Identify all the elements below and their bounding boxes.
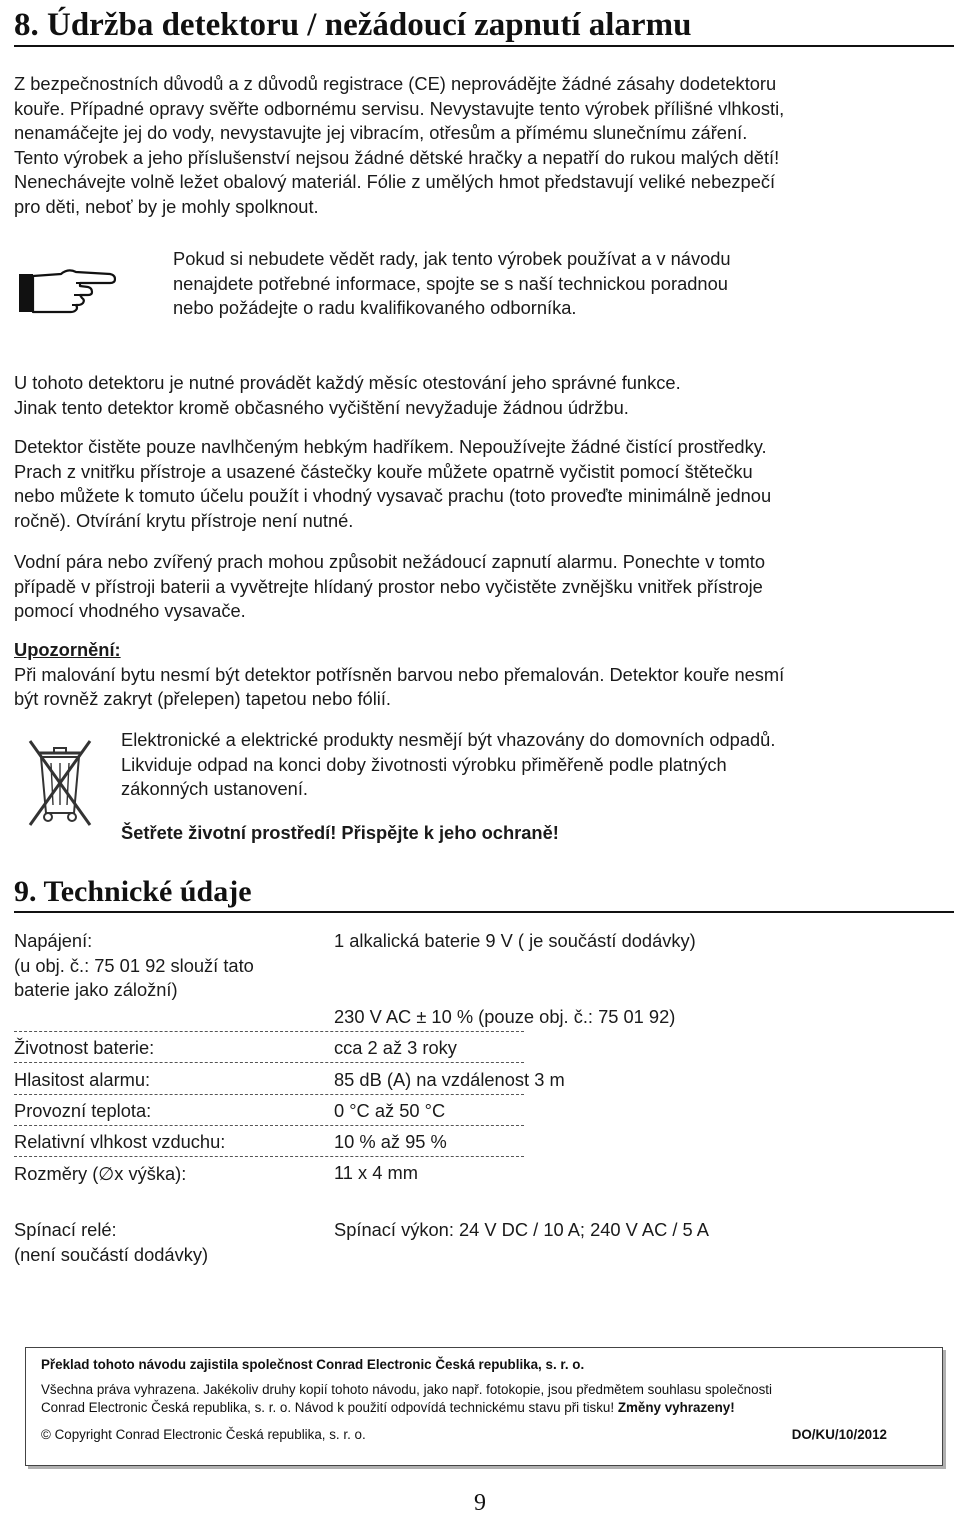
footer-doc-code: DO/KU/10/2012 [791, 1427, 887, 1442]
disposal-paragraph [121, 728, 951, 802]
vapor-paragraph [14, 550, 954, 624]
disposal-line: Elektronické a elektrické produkty nesmějí být vhazovány do domovních odpadů. [121, 729, 776, 750]
spec-label-battery-life: Životnost baterie: [14, 1037, 155, 1058]
intro-line: kouře. Případné opravy svěřte odbornému servisu. Nevystavujte tento výrobek přílišné vlhkosti, [14, 97, 785, 119]
spec-value-relay: Spínací výkon: 24 V DC / 10 A; 240 V AC / 5 A [334, 1219, 709, 1240]
test-paragraph [14, 371, 954, 420]
advice-line: nenajdete potřebné informace, spojte se s naší technickou poradnou [173, 272, 728, 294]
page-number: 9 [474, 1490, 486, 1516]
test-line: Jinak tento detektor kromě občasného vyčištění nevyžaduje žádnou údržbu. [14, 396, 629, 418]
advice-line: Pokud si nebudete vědět rady, jak tento výrobek používat a v návodu [173, 248, 731, 269]
intro-line: Tento výrobek a jeho příslušenství nejsou žádné dětské hračky a nepatří do rukou malých dětí! [14, 146, 780, 168]
footer-conditions-text: Conrad Electronic Česká republika, s. r. o. Návod k použití odpovídá technickému stavu při tisku! [41, 1400, 615, 1415]
section-9-title: 9. Technické údaje [14, 875, 252, 908]
eco-slogan: Šetřete životní prostředí! Přispějte k jeho ochraně! [121, 822, 559, 843]
warning-line: být rovněž zakryt (přelepen) tapetou nebo fólií. [14, 688, 392, 709]
footer-heading: Překlad tohoto návodu zajistila společnost Conrad Electronic Česká republika, s. r. o. [41, 1357, 585, 1372]
intro-line: nenamáčejte jej do vody, nevystavujte jej vibracím, otřesům a přímému slunečnímu záření. [14, 122, 748, 143]
vapor-line: Vodní pára nebo zvířený prach mohou způsobit nežádoucí zapnutí alarmu. Ponechte v tomto [14, 551, 766, 572]
spec-label-relay [14, 1218, 208, 1267]
cleaning-line: nebo můžete k tomuto účelu použít i vhodný vysavač prachu (toto proveďte minimálně jednou [14, 485, 772, 506]
spec-value-power: 1 alkalická baterie 9 V ( je součástí dodávky) [334, 930, 696, 951]
section-8-rule [14, 45, 954, 47]
section-8-title: 8. Údržba detektoru / nežádoucí zapnutí alarmu [14, 7, 692, 43]
warning-block [14, 638, 954, 712]
cleaning-paragraph [14, 435, 954, 533]
spec-value-humidity: 10 % až 95 % [334, 1131, 447, 1152]
intro-line: pro děti, neboť by je mohly spolknout. [14, 195, 319, 217]
spec-divider [14, 1156, 524, 1157]
footer-conditions-line [41, 1399, 735, 1416]
spec-label-line: baterie jako záložní) [14, 979, 178, 1000]
spec-divider [14, 1031, 524, 1032]
intro-line: Z bezpečnostních důvodů a z důvodů registrace (CE) neprovádějte žádné zásahy dodetektoru [14, 73, 777, 94]
spec-value-power-ac: 230 V AC ± 10 % (pouze obj. č.: 75 01 92) [334, 1006, 676, 1027]
footer-changes-reserved: Změny vyhrazeny! [617, 1400, 735, 1415]
spec-label-alarm-volume: Hlasitost alarmu: [14, 1069, 151, 1090]
advice-paragraph [173, 247, 953, 321]
footer-copyright: © Copyright Conrad Electronic Česká republika, s. r. o. [41, 1427, 366, 1442]
spec-value-dimensions: 11 x 4 mm [334, 1162, 418, 1183]
cleaning-line: Detektor čistěte pouze navlhčeným hebkým hadříkem. Nepoužívejte žádné čistící prostředky. [14, 436, 767, 457]
section-9-rule [14, 911, 954, 913]
pointing-hand-icon [16, 262, 116, 318]
spec-divider [14, 1125, 524, 1126]
spec-label-power [14, 929, 254, 1003]
footer-rights-line: Všechna práva vyhrazena. Jakékoliv druhy kopií tohoto návodu, jako např. fotokopie, jsou předmětem souhlasu společnosti [41, 1382, 772, 1397]
spec-value-alarm-volume: 85 dB (A) na vzdálenost 3 m [334, 1069, 565, 1090]
vapor-line: pomocí vhodného vysavače. [14, 600, 246, 621]
spec-label-line: (není součástí dodávky) [14, 1243, 209, 1265]
vapor-line: případě v přístroji baterii a vyvětrejte hlídaný prostor nebo vyčistěte zvnějšku vnitřek přístroje [14, 575, 763, 597]
spec-label-line: Spínací relé: [14, 1219, 117, 1240]
spec-label-line: Napájení: [14, 930, 93, 951]
spec-label-humidity: Relativní vlhkost vzduchu: [14, 1131, 226, 1152]
spec-divider [14, 1062, 524, 1063]
cleaning-line: Prach z vnitřku přístroje a usazené částečky kouře můžete opatrně vyčistit pomocí štětečku [14, 460, 753, 482]
intro-line: Nenechávejte volně ležet obalový materiál. Fólie z umělých hmot představují veliké nebezpečí [14, 171, 776, 192]
warning-line: Při malování bytu nesmí být detektor potřísněn barvou nebo přemalován. Detektor kouře nesmí [14, 663, 785, 685]
intro-paragraph [14, 72, 954, 219]
cleaning-line: ročně). Otvírání krytu přístroje není nutné. [14, 509, 354, 531]
spec-value-temperature: 0 °C až 50 °C [334, 1100, 446, 1121]
spec-value-battery-life: cca 2 až 3 roky [334, 1037, 457, 1058]
spec-label-line: (u obj. č.: 75 01 92 slouží tato [14, 954, 254, 976]
test-line: U tohoto detektoru je nutné provádět každý měsíc otestování jeho správné funkce. [14, 372, 681, 393]
spec-label-temperature: Provozní teplota: [14, 1100, 152, 1121]
disposal-line: zákonných ustanovení. [121, 778, 308, 799]
translation-footer-box [25, 1347, 943, 1466]
spec-label-dimensions: Rozměry (∅x výška): [14, 1163, 187, 1184]
crossed-out-wheelie-bin-icon [24, 733, 96, 831]
advice-line: nebo požádejte o radu kvalifikovaného odborníka. [173, 297, 577, 318]
spec-divider [14, 1094, 524, 1095]
warning-title: Upozornění: [14, 639, 121, 660]
disposal-line: Likviduje odpad na konci doby životnosti výrobku přiměřeně podle platných [121, 753, 727, 775]
